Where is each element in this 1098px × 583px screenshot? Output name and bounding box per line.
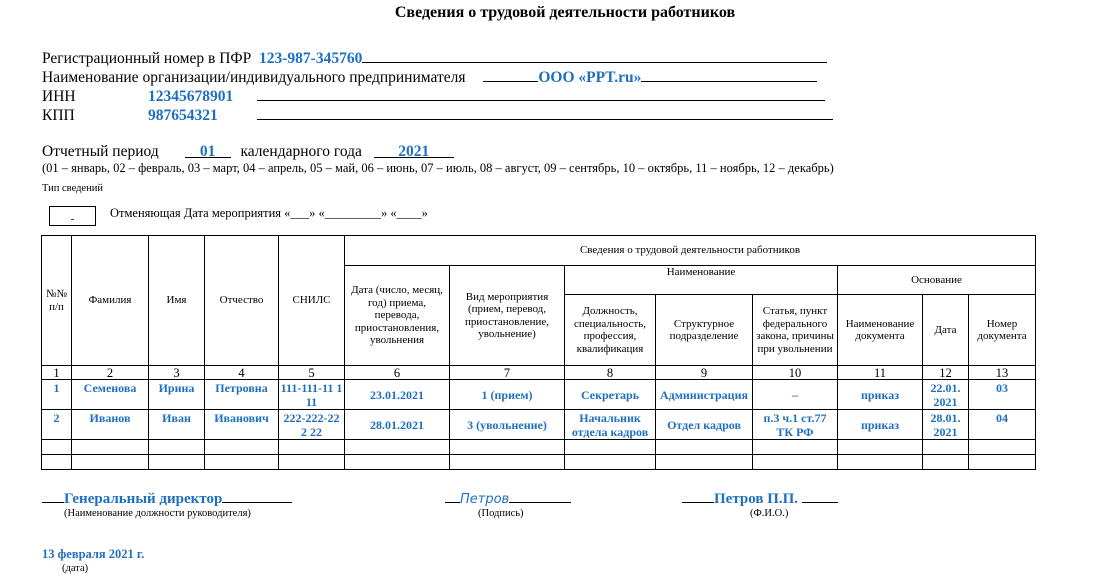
- empty-cell: [72, 455, 149, 470]
- position-value: Генеральный директор: [64, 491, 223, 507]
- date-caption: (дата): [62, 563, 89, 574]
- table-cell: 03: [969, 380, 1036, 410]
- table-cell: 28.01.2021: [345, 410, 450, 440]
- signature-field: [445, 488, 571, 508]
- kpp-label: КПП: [42, 107, 75, 124]
- header-surname: Фамилия: [72, 236, 149, 366]
- org-line: [42, 67, 817, 87]
- empty-cell: [149, 440, 205, 455]
- table-cell: п.3 ч.1 ст.77 ТК РФ: [753, 410, 838, 440]
- table-cell: Иванович: [205, 410, 279, 440]
- header-event-type: Вид мероприятия (прием, перевод, приостановление, увольнение): [450, 266, 565, 366]
- column-number: 2: [72, 366, 149, 380]
- empty-cell: [279, 455, 345, 470]
- cancel-line: [110, 206, 428, 221]
- table-cell: 23.01.2021: [345, 380, 450, 410]
- inn-label: ИНН: [42, 88, 76, 105]
- period-label: Отчетный период: [42, 143, 159, 160]
- fio-caption: (Ф.И.О.): [750, 508, 789, 519]
- period-legend: (01 – январь, 02 – февраль, 03 – март, 04 – апрель, 05 – май, 06 – июнь, 07 – июль, 08 – август, 09 – сентябрь, 10 – октябрь, 11 – ноябрь, 12 – декабрь): [42, 161, 834, 175]
- year-value: 2021: [374, 143, 454, 158]
- signature-value: Петров: [460, 492, 510, 507]
- table-cell: приказ: [838, 380, 923, 410]
- header-patronymic: Отчество: [205, 236, 279, 366]
- column-number: 10: [753, 366, 838, 380]
- kpp-value: 987654321: [148, 107, 218, 124]
- inn-value: 12345678901: [148, 88, 234, 105]
- header-group: Сведения о трудовой деятельности работников: [345, 236, 1036, 266]
- table-cell: Начальник отдела кадров: [565, 410, 656, 440]
- empty-cell: [205, 455, 279, 470]
- column-number: 6: [345, 366, 450, 380]
- header-doc-number: Номер документа: [969, 295, 1036, 366]
- header-doc-name: Наименование документа: [838, 295, 923, 366]
- empty-cell: [450, 455, 565, 470]
- column-number: 5: [279, 366, 345, 380]
- event-date: Дата мероприятия «___» «_________» «____»: [183, 206, 428, 220]
- fio-value: Петров П.П.: [714, 491, 799, 507]
- table-cell: 2: [42, 410, 72, 440]
- table-cell: 28.01. 2021: [923, 410, 969, 440]
- header-article: Статья, пункт федерального закона, причины при увольнении: [753, 295, 838, 366]
- empty-cell: [72, 440, 149, 455]
- fio-field: [682, 488, 838, 508]
- kpp-line: [42, 105, 833, 125]
- empty-cell: [42, 440, 72, 455]
- empty-cell: [345, 455, 450, 470]
- table-cell: 1 (прием): [450, 380, 565, 410]
- employees-table: [41, 235, 1036, 470]
- header-num: №№ п/п: [42, 236, 72, 366]
- table-cell: Семенова: [72, 380, 149, 410]
- period-value: 01: [185, 143, 231, 158]
- signature-caption: (Подпись): [478, 508, 524, 519]
- table-cell: 1: [42, 380, 72, 410]
- empty-cell: [969, 455, 1036, 470]
- column-number: 3: [149, 366, 205, 380]
- empty-cell: [565, 440, 656, 455]
- empty-cell: [565, 455, 656, 470]
- type-box[interactable]: -: [49, 206, 96, 226]
- header-date: Дата (число, месяц, год) приема, перевода, приостановления, увольнения: [345, 266, 450, 366]
- table-cell: 111-111-11 1 11: [279, 380, 345, 410]
- column-number: 8: [565, 366, 656, 380]
- header-doc-date: Дата: [923, 295, 969, 366]
- empty-cell: [345, 440, 450, 455]
- reg-number-value: 123-987-345760: [259, 50, 363, 67]
- table-cell: 22.01. 2021: [923, 380, 969, 410]
- table-row: [42, 380, 1036, 410]
- table-cell: Иванов: [72, 410, 149, 440]
- position-field: [42, 488, 292, 508]
- table-cell: –: [753, 380, 838, 410]
- empty-cell: [923, 455, 969, 470]
- column-number: 11: [838, 366, 923, 380]
- empty-cell: [753, 440, 838, 455]
- header-position: Должность, специальность, профессия, квалификация: [565, 295, 656, 366]
- column-number: 7: [450, 366, 565, 380]
- empty-cell: [205, 440, 279, 455]
- table-cell: Ирина: [149, 380, 205, 410]
- table-row-empty: [42, 455, 1036, 470]
- column-numbers-row: [42, 366, 1036, 380]
- table-cell: Иван: [149, 410, 205, 440]
- type-label: Тип сведений: [42, 183, 103, 194]
- empty-cell: [450, 440, 565, 455]
- empty-cell: [838, 455, 923, 470]
- cancel-label: Отменяющая: [110, 206, 181, 220]
- table-cell: 3 (увольнение): [450, 410, 565, 440]
- header-snils: СНИЛС: [279, 236, 345, 366]
- header-name: Имя: [149, 236, 205, 366]
- table-cell: 04: [969, 410, 1036, 440]
- inn-line: [42, 86, 825, 106]
- reg-number-label: Регистрационный номер в ПФР: [42, 50, 252, 67]
- header-name-group: Наименование: [565, 266, 838, 295]
- empty-cell: [656, 440, 753, 455]
- document-title: Сведения о трудовой деятельности работников: [394, 4, 736, 21]
- empty-cell: [753, 455, 838, 470]
- empty-cell: [923, 440, 969, 455]
- table-cell: Петровна: [205, 380, 279, 410]
- column-number: 1: [42, 366, 72, 380]
- empty-cell: [656, 455, 753, 470]
- table-row: [42, 410, 1036, 440]
- empty-cell: [149, 455, 205, 470]
- empty-cell: [279, 440, 345, 455]
- header-department: Структурное подразделение: [656, 295, 753, 366]
- date-value: 13 февраля 2021 г.: [42, 547, 145, 561]
- org-label: Наименование организации/индивидуального предпринимателя: [42, 69, 466, 86]
- column-number: 12: [923, 366, 969, 380]
- column-number: 4: [205, 366, 279, 380]
- column-number: 9: [656, 366, 753, 380]
- table-cell: Секретарь: [565, 380, 656, 410]
- table-cell: Отдел кадров: [656, 410, 753, 440]
- empty-cell: [969, 440, 1036, 455]
- table-cell: Администрация: [656, 380, 753, 410]
- table-cell: приказ: [838, 410, 923, 440]
- reg-number-line: [42, 48, 827, 68]
- table-row-empty: [42, 440, 1036, 455]
- position-caption: (Наименование должности руководителя): [64, 508, 251, 519]
- empty-cell: [838, 440, 923, 455]
- year-label: календарного года: [240, 143, 362, 160]
- org-value: ООО «PPT.ru»: [538, 69, 642, 86]
- column-number: 13: [969, 366, 1036, 380]
- table-cell: 222-222-22 2 22: [279, 410, 345, 440]
- header-basis-group: Основание: [838, 266, 1036, 295]
- period-line: [42, 143, 454, 161]
- empty-cell: [42, 455, 72, 470]
